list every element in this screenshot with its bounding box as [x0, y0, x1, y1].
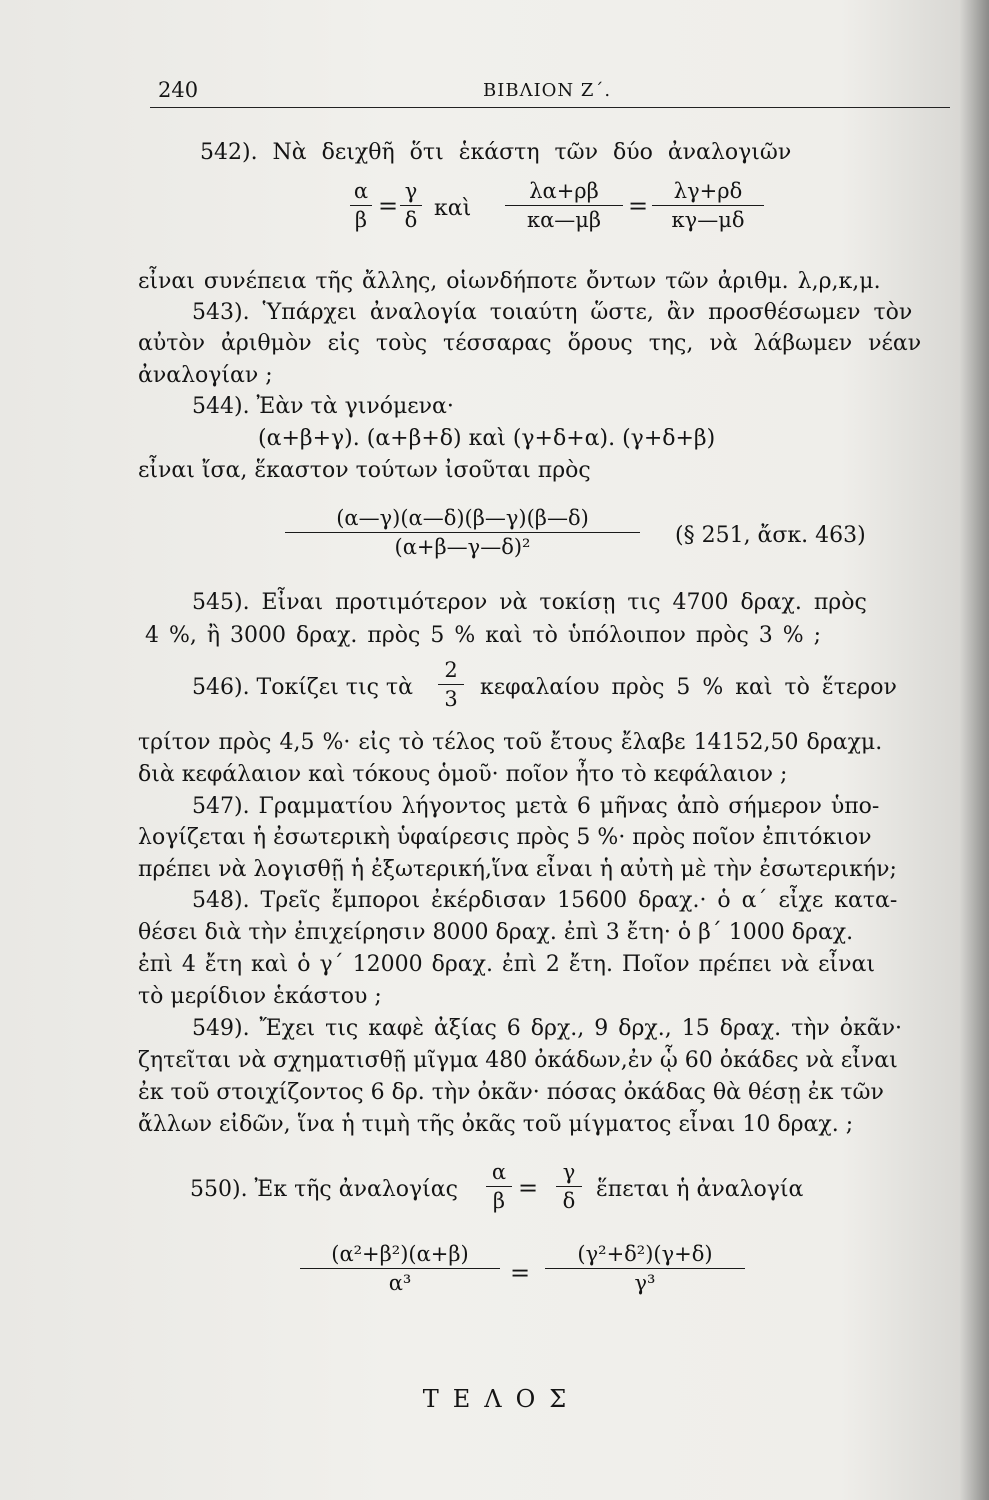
exercise-548-line1: 548). Τρεῖς ἔμποροι ἐκέρδισαν 15600 δραχ.· ὁ α΄ εἶχε κατα-	[192, 888, 898, 913]
fraction-la-rb: λα+ρβ κα—μβ	[505, 178, 623, 233]
fraction-lg-rd: λγ+ρδ κγ—μδ	[652, 178, 764, 233]
exercise-548-line3: ἐπὶ 4 ἔτη καὶ ὁ γ΄ 12000 δραχ. ἐπὶ 2 ἔτη. Ποῖον πρέπει νὰ εἶναι	[138, 952, 876, 977]
kai-word: καὶ	[434, 196, 472, 221]
fraction-g-over-d: γ δ	[400, 178, 422, 233]
page-header	[158, 78, 948, 108]
fraction-a-over-b-550: α β	[486, 1159, 512, 1214]
exercise-549-line4: ἄλλων εἰδῶν, ἵνα ἡ τιμὴ τῆς ὀκᾶς τοῦ μίγματος εἶναι 10 δραχ. ;	[138, 1112, 854, 1137]
exercise-546-rest: κεφαλαίου πρὸς 5 % καὶ τὸ ἕτερον	[480, 675, 897, 700]
exercise-545-line1: 545). Εἶναι προτιμότερον νὰ τοκίσῃ τις 4700 δραχ. πρὸς	[192, 590, 867, 615]
exercise-546-line2: τρίτον πρὸς 4,5 %· εἰς τὸ τέλος τοῦ ἔτους ἔλαβε 14152,50 δραχμ.	[138, 730, 883, 755]
exercise-549-line2: ζητεῖται νὰ σχηματισθῇ μῖγμα 480 ὀκάδων,ἐν ᾧ 60 ὀκάδες νὰ εἶναι	[138, 1048, 898, 1073]
fraction-g-over-d-550: γ δ	[556, 1159, 582, 1214]
exercise-546-start: 546). Τοκίζει τις τὰ	[192, 675, 413, 700]
equals-sign-550-b: =	[510, 1259, 531, 1287]
exercise-542-line2: εἶναι συνέπεια τῆς ἄλλης, οἱωνδήποτε ὄντων τῶν ἀριθμ. λ,ρ,κ,μ.	[138, 269, 881, 294]
exercise-544-line3: εἶναι ἴσα, ἕκαστον τούτων ἰσοῦται πρὸς	[138, 458, 591, 483]
exercise-545-line2: 4 %, ἢ 3000 δραχ. πρὸς 5 % καὶ τὸ ὑπόλοιπον πρὸς 3 % ;	[145, 623, 822, 648]
exercise-543-line3: ἀναλογίαν ;	[138, 363, 273, 388]
exercise-550-start: 550). Ἐκ τῆς ἀναλογίας	[190, 1177, 458, 1202]
end-mark: ΤΕΛΟΣ	[422, 1385, 581, 1413]
exercise-544-line2: (α+β+γ). (α+β+δ) καὶ (γ+δ+α). (γ+δ+β)	[258, 426, 716, 451]
exercise-549-line1: 549). Ἔχει τις καφὲ ἀξίας 6 δρχ., 9 δρχ., 15 δραχ. τὴν ὀκᾶν·	[192, 1016, 903, 1041]
fraction-right-side: (γ²+δ²)(γ+δ) γ³	[545, 1241, 745, 1296]
fraction-two-thirds: 2 3	[438, 657, 464, 712]
fraction-a-over-b: α β	[350, 178, 372, 233]
fraction-product-over-square: (α—γ)(α—δ)(β—γ)(β—δ) (α+β—γ—δ)²	[285, 505, 640, 560]
exercise-547-line2: λογίζεται ἡ ἐσωτερικὴ ὑφαίρεσις πρὸς 5 %· πρὸς ποῖον ἐπιτόκιον	[138, 825, 872, 850]
running-title: ΒΙΒΛΙΟΝ Ζ΄.	[483, 80, 612, 101]
equals-sign-2: =	[628, 192, 649, 220]
exercise-543-line2: αὐτὸν ἀριθμὸν εἰς τοὺς τέσσαρας ὅρους της, νὰ λάβωμεν νέαν	[138, 331, 922, 356]
fraction-left-side: (α²+β²)(α+β) α³	[300, 1241, 500, 1296]
exercise-547-line1: 547). Γραμματίου λήγοντος μετὰ 6 μῆνας ἀπὸ σήμερον ὑπο-	[192, 794, 880, 819]
exercise-544-reference: (§ 251, ἄσκ. 463)	[675, 523, 866, 548]
exercise-550-rest: ἕπεται ἡ ἀναλογία	[596, 1177, 804, 1202]
equals-sign: =	[378, 192, 399, 220]
exercise-548-line2: θέσει διὰ τὴν ἐπιχείρησιν 8000 δραχ. ἐπὶ 3 ἔτη· ὁ β΄ 1000 δραχ.	[138, 920, 854, 945]
page-number: 240	[158, 78, 199, 102]
exercise-547-line3: πρέπει νὰ λογισθῇ ἡ ἐξωτερική,ἵνα εἶναι ἡ αὐτὴ μὲ τὴν ἐσωτερικήν;	[138, 857, 897, 882]
exercise-542-intro: 542). Νὰ δειχθῆ ὅτι ἑκάστη τῶν δύο ἀναλογιῶν	[200, 140, 792, 165]
exercise-546-line3: διὰ κεφάλαιον καὶ τόκους ὁμοῦ· ποῖον ἦτο τὸ κεφάλαιον ;	[138, 762, 788, 787]
header-rule	[150, 107, 950, 108]
exercise-548-line4: τὸ μερίδιον ἑκάστου ;	[138, 984, 382, 1009]
equals-sign-550: =	[518, 1174, 539, 1202]
exercise-544-line1: 544). Ἐὰν τὰ γινόμενα·	[192, 394, 454, 419]
exercise-549-line3: ἐκ τοῦ στοιχίζοντος 6 δρ. τὴν ὀκᾶν· πόσας ὀκάδας θὰ θέσῃ ἐκ τῶν	[138, 1080, 884, 1105]
exercise-543-line1: 543). Ὑπάρχει ἀναλογία τοιαύτη ὥστε, ἂν προσθέσωμεν τὸν	[192, 300, 913, 325]
